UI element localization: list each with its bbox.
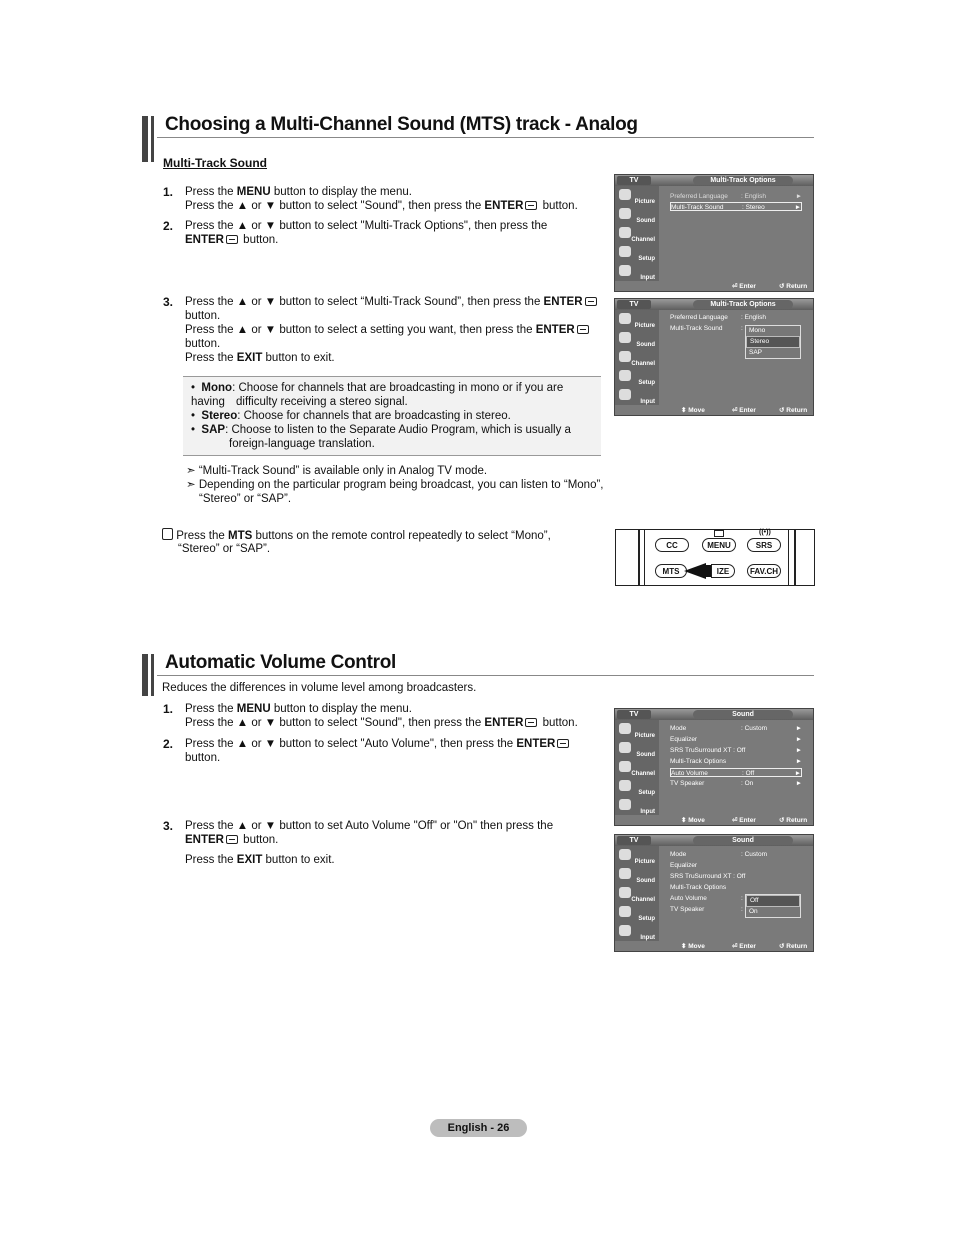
sidebar-item-sound[interactable]	[617, 741, 657, 759]
menu-button[interactable]: MENU	[702, 538, 736, 552]
menu-row[interactable]	[670, 735, 802, 744]
step-text: Press the MENU button to display the menu. Press the ▲ or ▼ button to select "Sound", then press the ENTER button.	[185, 186, 578, 212]
menu-row[interactable]	[670, 757, 802, 766]
sidebar-item-setup[interactable]	[617, 779, 657, 797]
page-number: English - 26	[430, 1119, 527, 1137]
enter-icon	[585, 297, 597, 306]
picture-icon	[619, 723, 631, 734]
tv-footer	[659, 941, 813, 951]
sidebar-item-input[interactable]	[617, 924, 657, 942]
section-marker	[151, 654, 154, 696]
sidebar-item-label: Setup	[638, 790, 655, 796]
sidebar-item-setup[interactable]	[617, 369, 657, 387]
sidebar-item-label: Input	[640, 935, 655, 941]
menu-row-value: :	[741, 906, 743, 913]
tv-screen-multitrack-sound	[614, 298, 814, 416]
sound-icon	[619, 868, 631, 879]
sidebar-item-setup[interactable]	[617, 905, 657, 923]
setup-icon	[619, 906, 631, 917]
sidebar-item-input[interactable]	[617, 388, 657, 406]
sidebar-item-label: Picture	[634, 199, 655, 205]
sidebar-item-sound[interactable]	[617, 207, 657, 225]
menu-row-value: : English	[741, 314, 766, 321]
enter-icon	[226, 235, 238, 244]
bullet-sap: • SAP: Choose to listen to the Separate Audio Program, which is usually a	[191, 424, 571, 436]
channel-icon	[619, 227, 631, 238]
menu-row[interactable]	[670, 202, 802, 211]
remote-note-icon	[162, 528, 173, 540]
arrow-icon: ➣	[186, 465, 196, 477]
tv-footer	[659, 405, 813, 415]
arrow-right-icon: ►	[795, 758, 802, 765]
sidebar-item-setup[interactable]	[617, 245, 657, 263]
menu-row-label: TV Speaker	[670, 780, 705, 787]
input-icon	[619, 925, 631, 936]
menu-row-label: Mode	[670, 851, 687, 858]
enter-icon	[525, 718, 537, 727]
dropdown-option[interactable]: On	[749, 908, 758, 915]
sound-icon	[619, 742, 631, 753]
menu-row-value: : On	[741, 780, 754, 787]
enter-hint: ⏎ Enter	[732, 407, 756, 414]
enter-icon	[525, 201, 537, 210]
tv-sidebar	[615, 846, 659, 941]
sidebar-item-label: Channel	[631, 237, 655, 243]
enter-icon	[226, 835, 238, 844]
section-rule	[157, 137, 814, 138]
remote-illustration	[615, 529, 815, 586]
dropdown-option[interactable]: Mono	[749, 327, 766, 334]
step-number: 3.	[163, 295, 174, 309]
menu-row[interactable]	[670, 724, 802, 733]
note: ➣ “Multi-Track Sound” is available only in Analog TV mode.	[186, 465, 488, 477]
menu-row-label: Equalizer	[670, 736, 698, 743]
picture-icon	[619, 313, 631, 324]
menu-row[interactable]	[670, 779, 802, 788]
arrow-right-icon: ►	[794, 770, 801, 777]
return-hint: ↺ Return	[779, 407, 808, 414]
tv-screen-auto-volume	[614, 834, 814, 952]
setup-icon	[619, 780, 631, 791]
tv-screen-sound-menu	[614, 708, 814, 826]
srs-top-icon: ((•))	[759, 529, 771, 536]
note-cont: “Stereo” or “SAP”.	[199, 493, 292, 505]
move-hint: ⬍ Move	[681, 817, 705, 824]
menu-row-label: SRS TruSurround XT : Off	[670, 747, 746, 754]
menu-row[interactable]	[670, 850, 802, 859]
menu-row-label: Multi-Track Options	[670, 884, 727, 891]
step-text: Press the ▲ or ▼ button to select "Multi-Track Options", then press the ENTER button.	[185, 220, 548, 246]
sidebar-item-label: Input	[640, 275, 655, 281]
menu-row[interactable]	[670, 883, 802, 892]
arrow-right-icon: ►	[795, 725, 802, 732]
sidebar-item-sound[interactable]	[617, 867, 657, 885]
return-hint: ↺ Return	[779, 817, 808, 824]
menu-row[interactable]	[670, 746, 802, 755]
menu-row-value: : Off	[742, 770, 755, 777]
arrow-right-icon: ►	[794, 204, 801, 211]
return-hint: ↺ Return	[779, 283, 808, 290]
options-box	[183, 376, 601, 456]
sidebar-item-label: Picture	[634, 733, 655, 739]
step-number: 2.	[163, 737, 174, 751]
sidebar-item-label: Sound	[636, 342, 655, 348]
sidebar-item-channel[interactable]	[617, 350, 657, 368]
sound-icon	[619, 332, 631, 343]
menu-top-icon	[714, 530, 724, 537]
sidebar-item-channel[interactable]	[617, 226, 657, 244]
bullet-mono: • Mono: Choose for channels that are broadcasting in mono or if you are having	[191, 382, 564, 408]
channel-icon	[619, 887, 631, 898]
section-rule	[157, 675, 814, 676]
section-title: Choosing a Multi-Channel Sound (MTS) track - Analog	[165, 114, 638, 135]
section-marker	[142, 654, 148, 696]
favch-button[interactable]: FAV.CH	[747, 564, 781, 578]
section-title: Automatic Volume Control	[165, 652, 397, 673]
tv-sidebar	[615, 310, 659, 405]
input-icon	[619, 799, 631, 810]
dropdown-option[interactable]: Off	[746, 895, 800, 907]
sidebar-item-picture[interactable]	[617, 722, 657, 740]
step-text: Press the ▲ or ▼ button to set Auto Volume "Off" or "On" then press the ENTER button. Press the EXIT button to exit.	[185, 820, 554, 866]
remote-edge	[638, 530, 640, 585]
enter-hint: ⏎ Enter	[732, 817, 756, 824]
picture-icon	[619, 189, 631, 200]
cc-button[interactable]: CC	[655, 538, 689, 552]
note: ➣ Depending on the particular program being broadcast, you can listen to “Mono”,	[186, 479, 604, 491]
channel-icon	[619, 351, 631, 362]
remote-edge	[644, 530, 645, 585]
enter-icon	[557, 739, 569, 748]
menu-row-label: SRS TruSurround XT : Off	[670, 873, 746, 880]
sidebar-item-label: Channel	[631, 361, 655, 367]
menu-row-label: Mode	[670, 725, 687, 732]
bullet-mono-cont: difficulty receiving a stereo signal.	[236, 396, 408, 408]
menu-row-label: Equalizer	[670, 862, 698, 869]
step-text: Press the ▲ or ▼ button to select "Auto Volume", then press the ENTER button.	[185, 737, 605, 765]
section-marker	[151, 116, 154, 162]
menu-row-value: : English	[741, 193, 766, 200]
arrow-right-icon: ►	[795, 747, 802, 754]
menu-title: Sound	[693, 836, 793, 845]
bullet-sap-cont: foreign-language translation.	[229, 438, 375, 450]
tv-label: TV	[617, 710, 651, 719]
menu-row[interactable]	[670, 192, 802, 201]
tv-label: TV	[617, 300, 651, 309]
remote-note-cont: “Stereo” or “SAP”.	[178, 543, 271, 555]
option-dropdown[interactable]	[745, 894, 801, 918]
remote-note: Press the MTS buttons on the remote control repeatedly to select “Mono”,	[162, 528, 582, 543]
input-icon	[619, 389, 631, 400]
sidebar-item-picture[interactable]	[617, 312, 657, 330]
pointer-arrow-icon	[684, 563, 706, 579]
step-number: 3.	[163, 819, 174, 833]
tv-footer	[659, 281, 813, 291]
sidebar-item-label: Setup	[638, 380, 655, 386]
menu-row[interactable]	[670, 768, 802, 777]
menu-row-label: TV Speaker	[670, 906, 705, 913]
enter-icon	[577, 325, 589, 334]
sidebar-item-input[interactable]	[617, 798, 657, 816]
tv-label: TV	[617, 836, 651, 845]
tv-footer	[659, 815, 813, 825]
step-number: 1.	[163, 702, 174, 716]
menu-row[interactable]	[670, 861, 802, 870]
sidebar-item-input[interactable]	[617, 264, 657, 282]
menu-row[interactable]	[670, 872, 802, 881]
step-text: Press the MENU button to display the menu. Press the ▲ or ▼ button to select "Sound", then press the ENTER button.	[185, 703, 578, 729]
sidebar-item-label: Channel	[631, 771, 655, 777]
srs-button[interactable]: SRS	[747, 538, 781, 552]
setup-icon	[619, 246, 631, 257]
subheading: Multi-Track Sound	[163, 156, 268, 170]
sidebar-item-label: Picture	[634, 323, 655, 329]
return-hint: ↺ Return	[779, 943, 808, 950]
sidebar-item-sound[interactable]	[617, 331, 657, 349]
arrow-icon: ➣	[186, 479, 196, 491]
tv-sidebar	[615, 186, 659, 281]
sidebar-item-label: Sound	[636, 878, 655, 884]
menu-row-label: Multi-Track Sound	[670, 325, 723, 332]
menu-row-value: : Custom	[741, 725, 768, 732]
intro-text: Reduces the differences in volume level among broadcasters.	[162, 682, 477, 694]
dropdown-option[interactable]: SAP	[749, 349, 763, 356]
tv-screen-multitrack-options	[614, 174, 814, 292]
tv-label: TV	[617, 176, 651, 185]
sidebar-item-picture[interactable]	[617, 188, 657, 206]
menu-title: Multi-Track Options	[693, 300, 793, 309]
step-number: 1.	[163, 185, 174, 199]
arrow-right-icon: ►	[795, 780, 802, 787]
menu-row-value: : Stereo	[742, 204, 765, 211]
arrow-right-icon: ►	[795, 193, 802, 200]
enter-hint: ⏎ Enter	[732, 943, 756, 950]
dropdown-option[interactable]: Stereo	[746, 336, 800, 348]
sidebar-item-label: Sound	[636, 218, 655, 224]
step-text: Press the ▲ or ▼ button to select “Multi-Track Sound”, then press the ENTER button. Press the ▲ or ▼ button to select a setting you want, then press the ENTER button. Press the EXIT button to exit.	[185, 295, 605, 365]
menu-row-label: Preferred Language	[670, 314, 728, 321]
remote-edge	[794, 530, 796, 585]
sidebar-item-label: Setup	[638, 256, 655, 262]
sidebar-item-channel[interactable]	[617, 760, 657, 778]
sidebar-item-picture[interactable]	[617, 848, 657, 866]
tv-sidebar	[615, 720, 659, 815]
menu-row-value: : Custom	[741, 851, 768, 858]
menu-title: Sound	[693, 710, 793, 719]
size-button[interactable]: IZE	[711, 564, 735, 578]
menu-row[interactable]	[670, 313, 802, 322]
input-icon	[619, 265, 631, 276]
move-hint: ⬍ Move	[681, 943, 705, 950]
sidebar-item-label: Channel	[631, 897, 655, 903]
menu-row-label: Preferred Language	[670, 193, 728, 200]
arrow-right-icon: ►	[795, 736, 802, 743]
move-hint: ⬍ Move	[681, 407, 705, 414]
sidebar-item-label: Sound	[636, 752, 655, 758]
option-dropdown[interactable]	[745, 325, 801, 359]
menu-row-label: Auto Volume	[671, 770, 708, 777]
sidebar-item-channel[interactable]	[617, 886, 657, 904]
enter-hint: ⏎ Enter	[732, 283, 756, 290]
step-number: 2.	[163, 219, 174, 233]
bullet-stereo: • Stereo: Choose for channels that are broadcasting in stereo.	[191, 410, 511, 422]
menu-row-value: :	[741, 325, 743, 332]
menu-row-label: Multi-Track Options	[670, 758, 727, 765]
sidebar-item-label: Picture	[634, 859, 655, 865]
picture-icon	[619, 849, 631, 860]
menu-row-value: :	[741, 895, 743, 902]
setup-icon	[619, 370, 631, 381]
sound-icon	[619, 208, 631, 219]
sidebar-item-label: Input	[640, 809, 655, 815]
mts-button[interactable]: MTS	[655, 564, 687, 578]
sidebar-item-label: Input	[640, 399, 655, 405]
remote-edge	[788, 530, 789, 585]
section-marker	[142, 116, 148, 162]
channel-icon	[619, 761, 631, 772]
menu-title: Multi-Track Options	[693, 176, 793, 185]
menu-row-label: Auto Volume	[670, 895, 707, 902]
menu-row-label: Multi-Track Sound	[671, 204, 724, 211]
sidebar-item-label: Setup	[638, 916, 655, 922]
